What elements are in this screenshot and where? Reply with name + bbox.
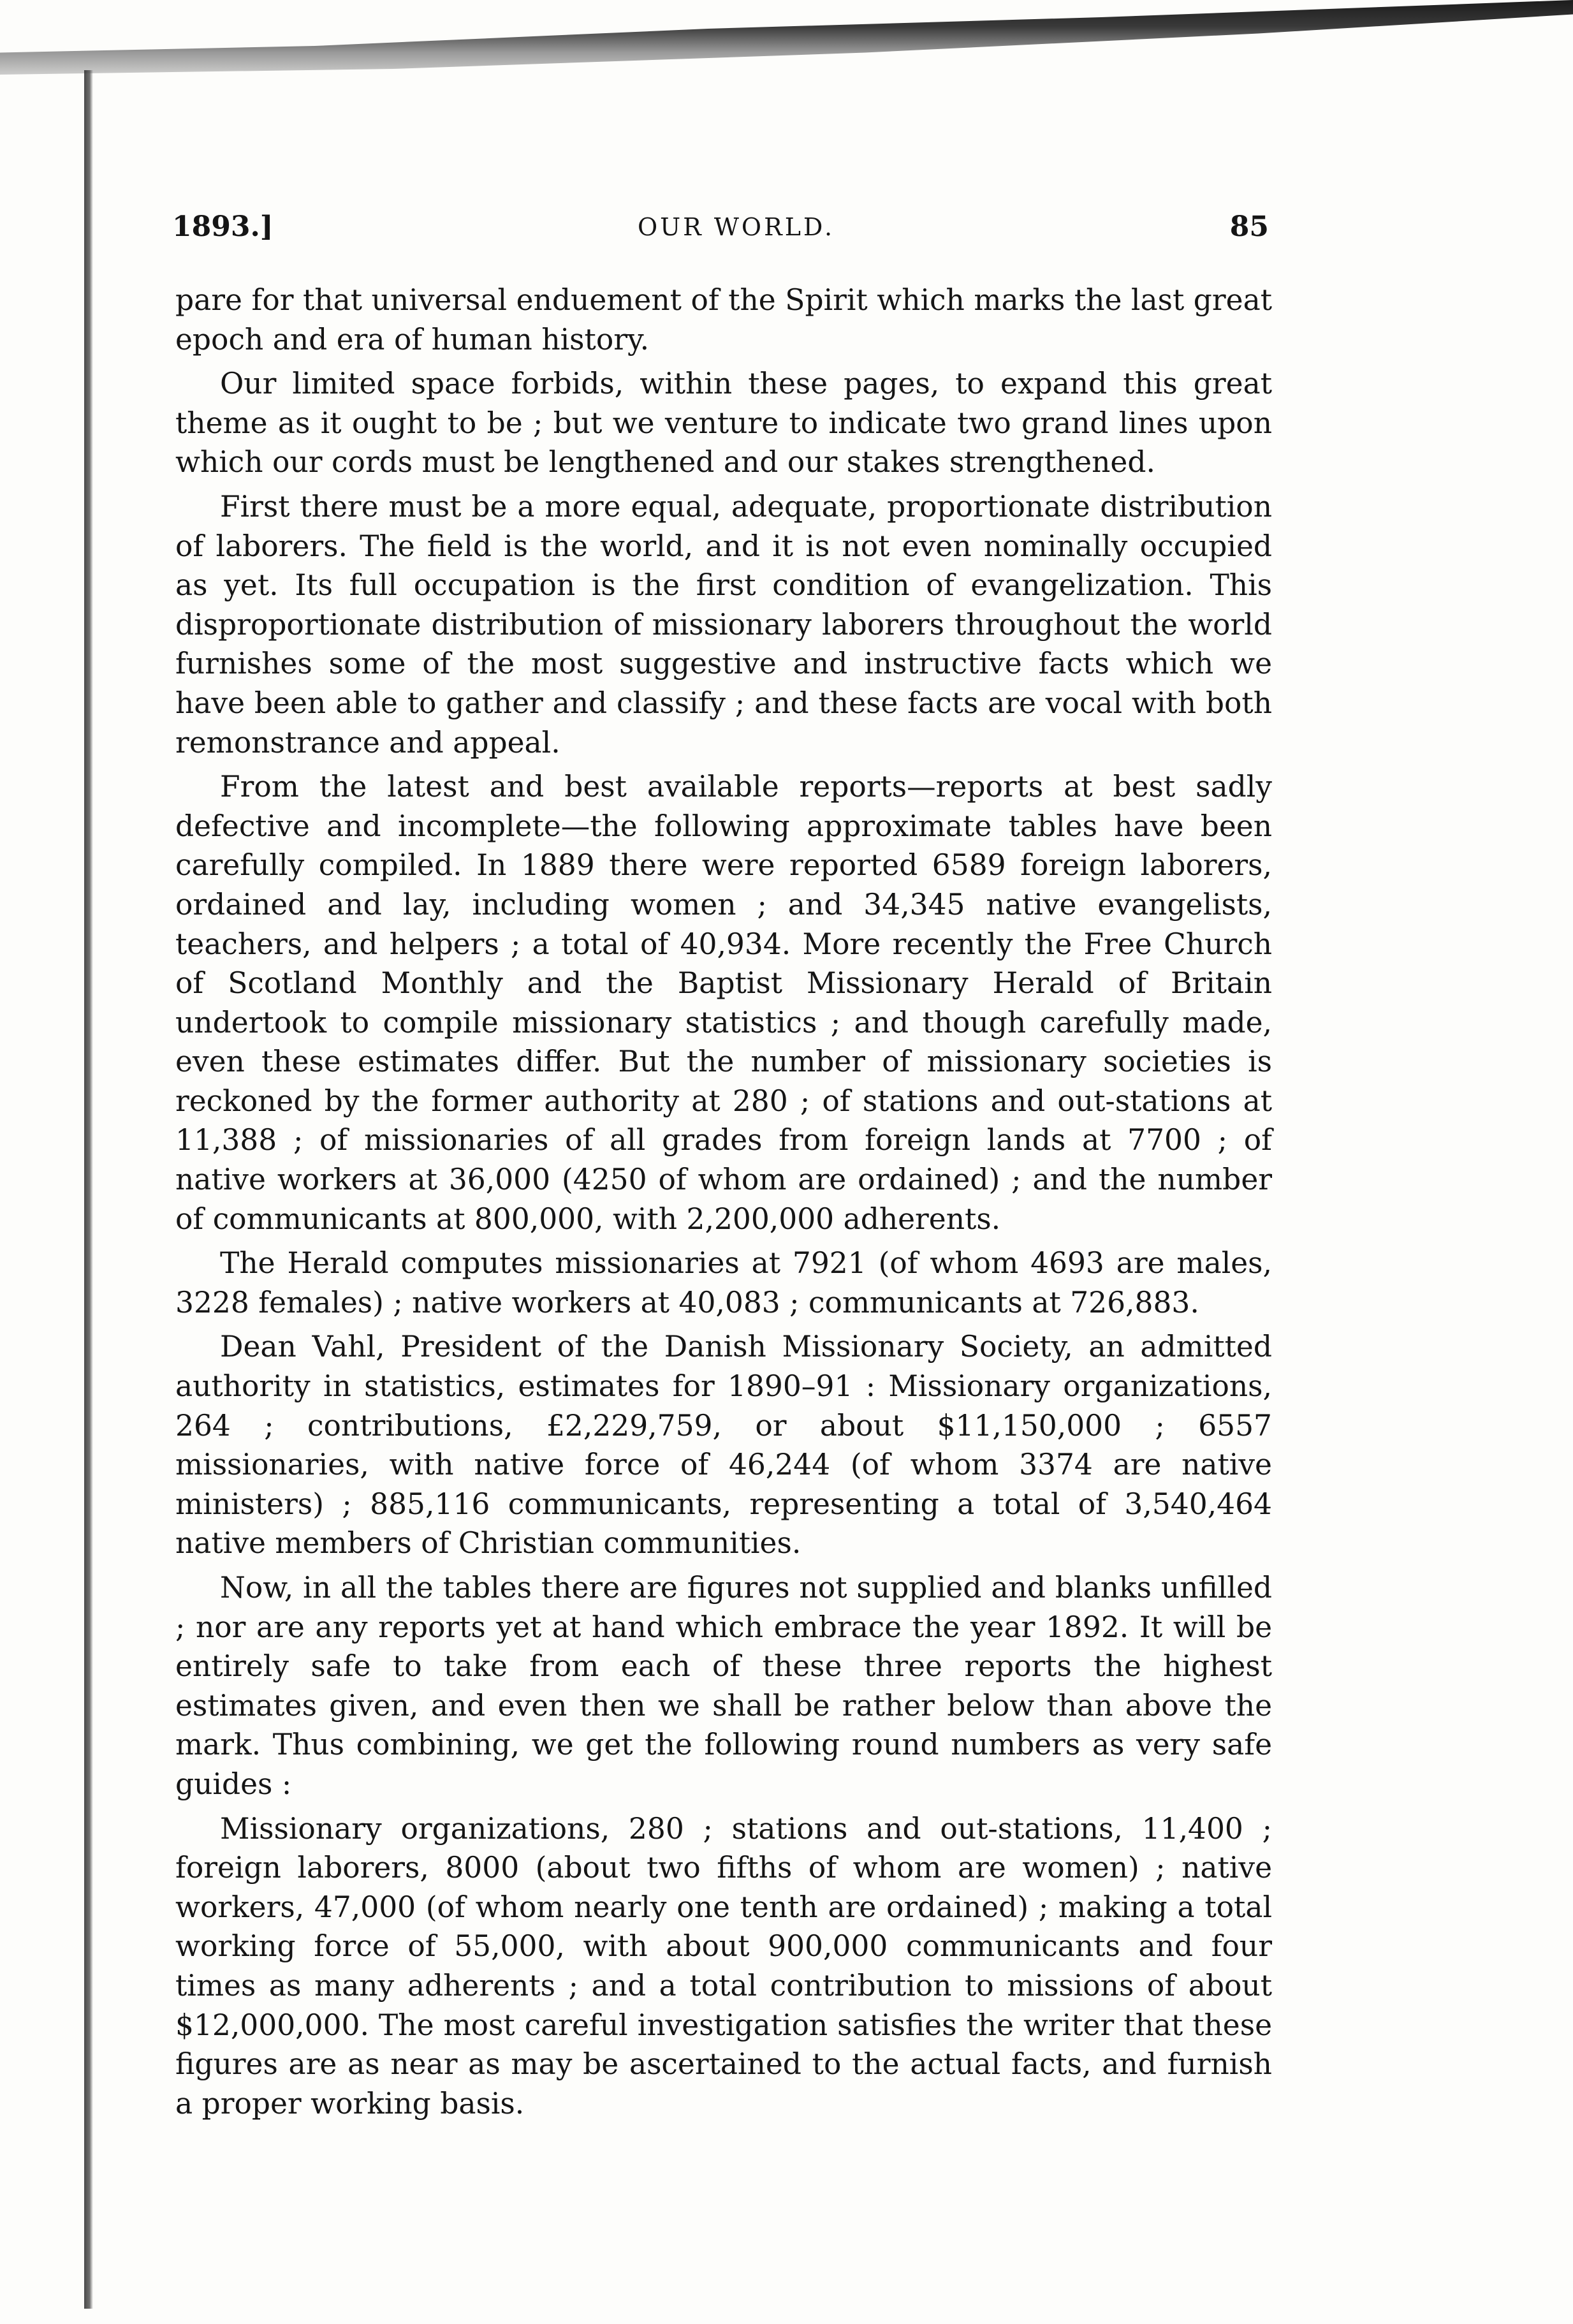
scan-shadow-edge [0,0,1573,96]
header-title: OUR WORLD. [638,213,835,241]
running-head [172,210,1269,255]
paragraph-1: pare for that universal enduement of the Spirit which marks the last great epoch and era of human history. [175,283,1272,357]
article-body [175,281,1272,2128]
paragraph-5: The Herald computes missionaries at 7921 (of whom 4693 are males, 3228 females) ; native workers at 40,083 ; communicants at 726,883. [175,1246,1272,1320]
paragraph-7: Now, in all the tables there are figures not supplied and blanks unfilled ; nor are any reports yet at hand which embrace the year 1892. It will be entirely safe to take from each of these three reports the highest estimates given, and even then we shall be rather below than above the mark. Thus combining, we get the following round numbers as very safe guides : [175,1571,1272,1801]
paragraph-3: First there must be a more equal, adequate, proportionate distribution of laborers. The field is the world, and it is not even nominally occupied as yet. Its full occupation is the first condition of evangelization. This disproportionate distribution of missionary laborers throughout the world furnishes some of the most suggestive and instructive facts which we have been able to gather and classify ; and these facts are vocal with both remonstrance and appeal. [175,489,1272,760]
paragraph-4: From the latest and best available reports—reports at best sadly defective and incomplete—the following approximate tables have been carefully compiled. In 1889 there were reported 6589 foreign laborers, ordained and lay, including women ; and 34,345 native evangelists, teachers, and helpers ; a total of 40,934. More recently the Free Church of Scotland Monthly and the Baptist Missionary Herald of Britain undertook to compile missionary statistics ; and though carefully made, even these estimates differ. But the number of missionary societies is reckoned by the former authority at 280 ; of stations and out-stations at 11,388 ; of missionaries of all grades from foreign lands at 7700 ; of native workers at 36,000 (4250 of whom are ordained) ; and the number of communicants at 800,000, with 2,200,000 adherents. [175,770,1272,1236]
paragraph-2: Our limited space forbids, within these pages, to expand this great theme as it ought to be ; but we venture to indicate two grand lines upon which our cords must be lengthened and our stakes strengthened. [175,367,1272,480]
page-number: 85 [1229,210,1269,243]
paragraph-6: Dean Vahl, President of the Danish Missionary Society, an admitted authority in statistics, estimates for 1890–91 : Missionary organizations, 264 ; contributions, £2,229,759, or about $11,150,000 ; 6557 missionaries, with native force of 46,244 (of whom 3374 are native ministers) ; 885,116 communicants, representing a total of 3,540,464 native members of Christian communities. [175,1330,1272,1561]
page-gutter-shadow [84,70,93,2309]
paragraph-8: Missionary organizations, 280 ; stations and out-stations, 11,400 ; foreign laborers, 8000 (about two fifths of whom are women) ; native workers, 47,000 (of whom nearly one tenth are ordained) ; making a total working force of 55,000, with about 900,000 communicants and four times as many adherents ; and a total contribution to missions of about $12,000,000. The most careful investigation satisfies the writer that these figures are as near as may be ascertained to the actual facts, and furnish a proper working basis. [175,1811,1272,2121]
header-year: 1893.] [172,210,274,243]
